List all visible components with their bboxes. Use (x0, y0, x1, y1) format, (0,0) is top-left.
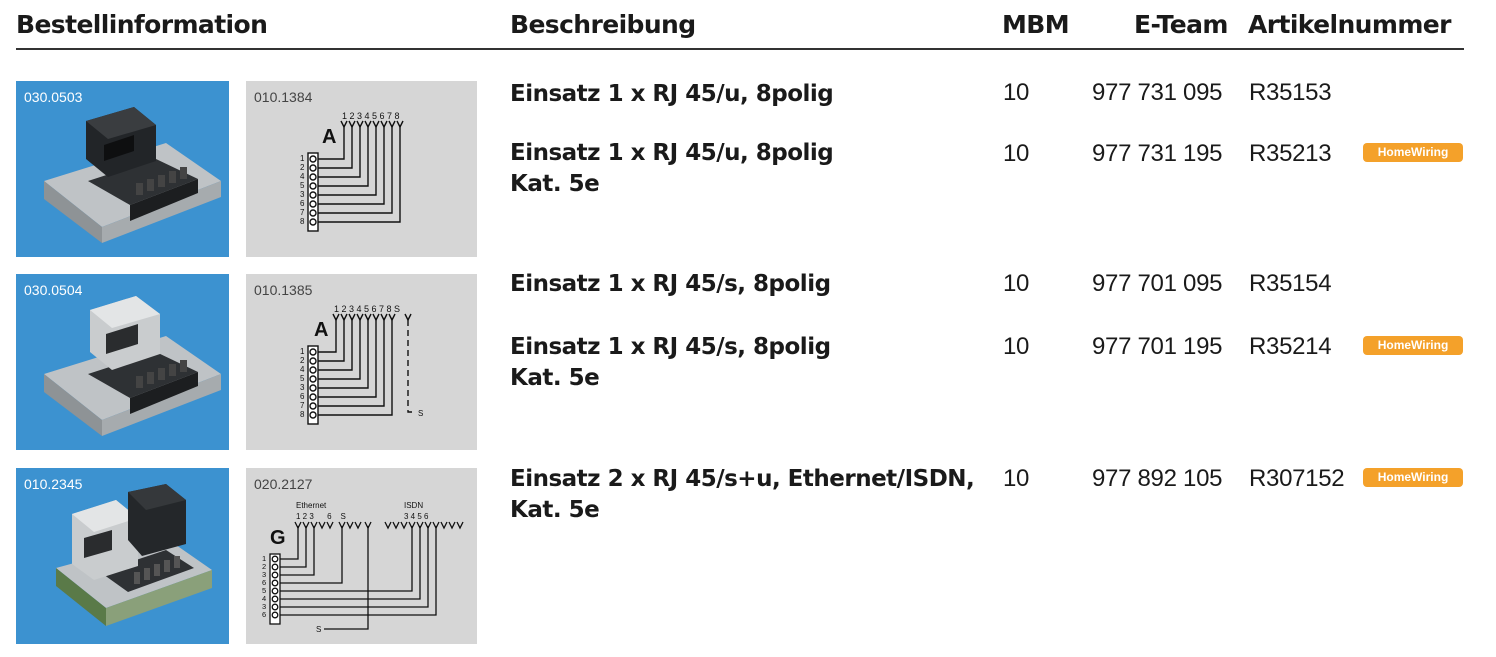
ethernet-label: Ethernet (296, 501, 327, 510)
svg-text:3: 3 (262, 602, 267, 611)
homewiring-badge: HomeWiring (1363, 468, 1463, 487)
rj45-module-image (16, 81, 229, 257)
mbm-value: 10 (1003, 79, 1030, 106)
wiring-diagram-3 (246, 468, 477, 644)
photo-code: 030.0503 (24, 89, 83, 105)
svg-text:1: 1 (300, 154, 305, 163)
header-mbm: MBM (1002, 10, 1070, 39)
svg-text:3: 3 (300, 383, 305, 392)
product-photo-2 (16, 274, 229, 450)
diagram-letter: G (270, 527, 286, 549)
svg-text:7: 7 (300, 208, 305, 217)
header-bestellinformation: Bestellinformation (16, 10, 268, 39)
artikel-value: R35153 (1249, 79, 1332, 106)
description-line: Einsatz 1 x RJ 45/u, 8polig (510, 81, 834, 107)
svg-text:2: 2 (300, 163, 305, 172)
svg-text:6: 6 (300, 199, 305, 208)
svg-text:5: 5 (262, 586, 267, 595)
svg-text:7: 7 (300, 401, 305, 410)
product-photo-3 (16, 468, 229, 644)
description-line: Kat. 5e (510, 365, 600, 391)
svg-text:8: 8 (300, 410, 305, 419)
description-line: Kat. 5e (510, 497, 600, 523)
ethernet-pin-labels: 1 2 3 6 S (296, 512, 346, 521)
description-line: Einsatz 1 x RJ 45/s, 8polig (510, 334, 831, 360)
rj45-dual-module-image (16, 468, 229, 644)
wiring-schematic (246, 274, 477, 450)
diagram-code: 020.2127 (254, 476, 313, 492)
eteam-value: 977 701 095 (1092, 270, 1223, 297)
diagram-letter: A (314, 319, 329, 341)
description-row-3 (510, 269, 831, 300)
photo-code: 030.0504 (24, 282, 83, 298)
svg-text:1: 1 (300, 347, 305, 356)
description-row-4 (510, 332, 831, 394)
svg-text:6: 6 (300, 392, 305, 401)
svg-text:1: 1 (262, 554, 267, 563)
isdn-pin-labels: 3 4 5 6 (404, 512, 429, 521)
eteam-value: 977 892 105 (1092, 465, 1223, 492)
photo-code: 010.2345 (24, 476, 83, 492)
isdn-label: ISDN (404, 501, 424, 510)
diagram-top-labels: 1 2 3 4 5 6 7 8 S (334, 304, 401, 314)
svg-text:6: 6 (262, 610, 267, 619)
header-beschreibung: Beschreibung (510, 10, 696, 39)
svg-text:8: 8 (300, 217, 305, 226)
artikel-value: R35154 (1249, 270, 1332, 297)
product-photo-1 (16, 81, 229, 257)
wiring-schematic (246, 468, 477, 644)
header-rule (16, 48, 1464, 50)
svg-text:3: 3 (300, 190, 305, 199)
svg-text:5: 5 (300, 374, 305, 383)
mbm-value: 10 (1003, 270, 1030, 297)
svg-text:2: 2 (300, 356, 305, 365)
wiring-diagram-1 (246, 81, 477, 257)
svg-text:4: 4 (300, 172, 305, 181)
eteam-value: 977 731 195 (1092, 140, 1223, 167)
wiring-diagram-2 (246, 274, 477, 450)
artikel-value: R35213 (1249, 140, 1332, 167)
diagram-top-labels: 1 2 3 4 5 6 7 8 (342, 111, 400, 121)
artikel-value: R35214 (1249, 333, 1332, 360)
description-row-1 (510, 79, 833, 110)
shield-label: S (418, 409, 424, 418)
mbm-value: 10 (1003, 140, 1030, 167)
description-line: Einsatz 2 x RJ 45/s+u, Ethernet/ISDN, (510, 466, 975, 492)
description-row-5 (510, 464, 974, 526)
eteam-value: 977 731 095 (1092, 79, 1223, 106)
svg-text:6: 6 (262, 578, 267, 587)
svg-text:3: 3 (262, 570, 267, 579)
header-artikelnummer: Artikelnummer (1248, 10, 1451, 39)
svg-text:4: 4 (262, 594, 267, 603)
diagram-code: 010.1384 (254, 89, 313, 105)
wiring-schematic (246, 81, 477, 257)
description-row-2 (510, 138, 833, 200)
eteam-value: 977 701 195 (1092, 333, 1223, 360)
description-line: Einsatz 1 x RJ 45/s, 8polig (510, 271, 831, 297)
header-eteam: E-Team (1134, 10, 1228, 39)
svg-text:5: 5 (300, 181, 305, 190)
homewiring-badge: HomeWiring (1363, 336, 1463, 355)
diagram-letter: A (322, 126, 337, 148)
rj45-module-image (16, 274, 229, 450)
mbm-value: 10 (1003, 333, 1030, 360)
mbm-value: 10 (1003, 465, 1030, 492)
diagram-code: 010.1385 (254, 282, 313, 298)
artikel-value: R307152 (1249, 465, 1345, 492)
homewiring-badge: HomeWiring (1363, 143, 1463, 162)
shield-label: S (316, 625, 322, 634)
description-line: Einsatz 1 x RJ 45/u, 8polig (510, 140, 834, 166)
svg-text:4: 4 (300, 365, 305, 374)
svg-text:2: 2 (262, 562, 267, 571)
description-line: Kat. 5e (510, 171, 600, 197)
